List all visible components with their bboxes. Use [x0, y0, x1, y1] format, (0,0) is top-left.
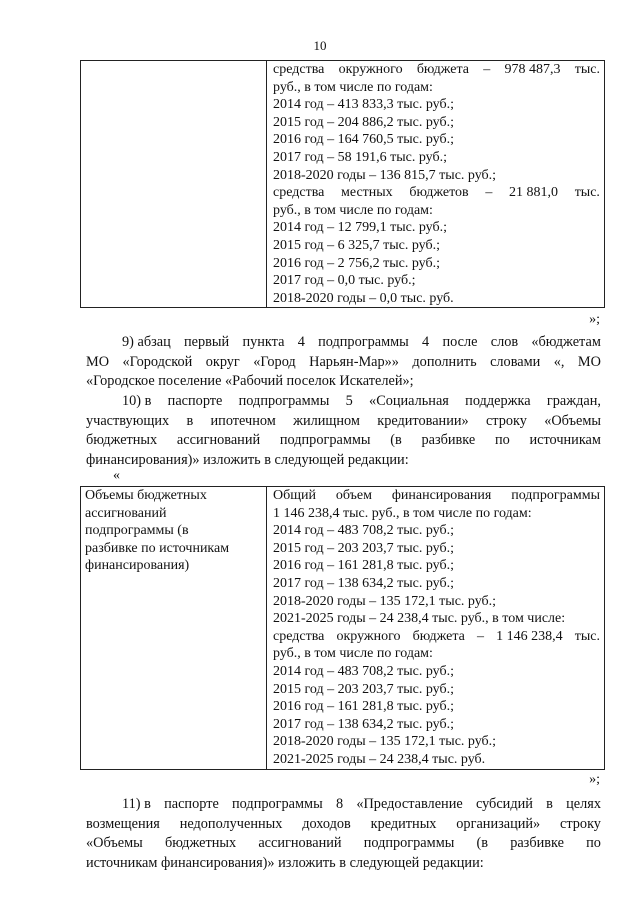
text-line [86, 392, 601, 412]
word: МО [86, 353, 110, 370]
word: 8 [335, 796, 344, 812]
word: округ [205, 353, 240, 370]
word: организаций» [456, 815, 541, 832]
text-line [86, 834, 601, 854]
text-line [86, 431, 601, 451]
word: 1 146 238,4 [496, 628, 563, 644]
word: средства [273, 185, 325, 201]
paragraph-9-lines [86, 333, 601, 392]
text-line: 2016 год – 161 281,8 тыс. руб.; [273, 558, 454, 574]
word: субсидий [475, 796, 533, 812]
word: дополнить [412, 353, 477, 370]
word: бюджетных [164, 835, 237, 851]
text-line: 2015 год – 204 886,2 тыс. руб.; [273, 114, 454, 130]
word: – [483, 62, 491, 77]
text-line: финансирования)» изложить в следующей редакции: [86, 451, 409, 468]
word: ипотечном [210, 412, 276, 429]
text-line: ассигнований [85, 505, 167, 521]
table2-right-cell [267, 487, 605, 770]
text-line: 2018-2020 годы – 135 172,1 тыс. руб.; [273, 593, 497, 609]
text-line: руб., в том числе по годам: [273, 646, 433, 662]
table1-right-lines [273, 61, 600, 307]
word: подпрограммы [238, 393, 330, 409]
word: пункта [242, 334, 285, 350]
word: тыс. [574, 62, 600, 77]
word: 4 [297, 334, 305, 350]
text-line [86, 333, 601, 353]
text-line [273, 61, 600, 79]
budget-table-continued [80, 60, 605, 308]
word: 11) в [122, 796, 151, 812]
word: «Городской [122, 353, 193, 370]
closing-quote-2: »; [589, 772, 600, 787]
paragraph-10 [86, 392, 601, 470]
word: строку [485, 412, 527, 429]
text-line: 2018-2020 годы – 0,0 тыс. руб. [273, 290, 454, 306]
word: «Предоставление [356, 796, 463, 812]
text-line: 2015 год – 203 203,7 тыс. руб.; [273, 540, 454, 556]
word: средства [273, 628, 325, 644]
text-line: 2016 год – 2 756,2 тыс. руб.; [273, 255, 440, 271]
word: (в [476, 835, 489, 851]
word: по [494, 432, 510, 448]
word: целях [566, 796, 601, 812]
word: поддержка [465, 393, 531, 409]
text-line [86, 815, 601, 835]
word: «, [553, 353, 565, 370]
word: бюджетных [86, 432, 158, 448]
budget-table-subprogram-5 [80, 486, 605, 770]
text-line [273, 184, 600, 202]
text-line: руб., в том числе по годам: [273, 202, 433, 218]
word: по [586, 835, 601, 851]
word: окружного [336, 628, 401, 644]
text-line: 2014 год – 413 833,3 тыс. руб.; [273, 97, 454, 113]
text-line: 2017 год – 58 191,6 тыс. руб.; [273, 149, 447, 165]
word: объем [335, 488, 372, 503]
closing-quote-1: »; [589, 312, 600, 327]
word: первый [184, 334, 230, 350]
text-line: 2014 год – 12 799,1 тыс. руб.; [273, 220, 447, 236]
text-line: Объемы бюджетных [85, 488, 207, 503]
table2-right-lines [273, 487, 600, 769]
text-line [86, 353, 601, 373]
word: в [186, 412, 194, 429]
word: 10) в [122, 393, 152, 409]
text-line: 2018-2020 годы – 135 172,1 тыс. руб.; [273, 734, 497, 750]
word: в [546, 796, 553, 812]
word: 21 881,0 [509, 185, 558, 201]
word: ассигнований [258, 835, 342, 851]
opening-quote: « [113, 468, 120, 483]
word: тыс. [574, 185, 600, 201]
word: МО [577, 353, 601, 370]
word: (в [390, 432, 402, 448]
word: ассигнований [176, 432, 261, 448]
word: – [485, 185, 493, 201]
word: 9) абзац [122, 334, 171, 350]
paragraph-11-lines [86, 795, 601, 873]
word: разбивке [421, 432, 476, 448]
word: источникам [529, 432, 601, 448]
word: паспорте [164, 796, 219, 812]
word: доходов [302, 815, 351, 832]
word: участвующих [86, 412, 170, 429]
text-line: 2016 год – 164 760,5 тыс. руб.; [273, 132, 454, 148]
text-line: 2014 год – 483 708,2 тыс. руб.; [273, 663, 454, 679]
word: «Социальная [369, 393, 449, 409]
word: Нарьян-Мар»» [309, 353, 399, 370]
word: кредитных [370, 815, 437, 832]
table1-right-cell [267, 61, 605, 308]
word: жилищном [293, 412, 360, 429]
word: паспорте [167, 393, 223, 409]
word: 4 [422, 334, 430, 350]
word: – [476, 628, 484, 644]
text-line: 1 146 238,4 тыс. руб., в том числе по годам: [273, 505, 532, 521]
table2-left-lines [81, 487, 266, 575]
text-line: подпрограммы (в [85, 523, 189, 539]
text-line: финансирования) [85, 558, 190, 574]
table1-left-cell [81, 61, 267, 308]
text-line: «Городское поселение «Рабочий поселок Искателей»; [86, 373, 414, 389]
word: средства [273, 62, 325, 77]
word: подпрограммы [279, 432, 371, 448]
word: «Город [253, 353, 296, 370]
text-line [86, 412, 601, 432]
text-line: руб., в том числе по годам: [273, 79, 433, 95]
word: бюджета [416, 62, 470, 77]
paragraph-11 [86, 795, 601, 873]
word: Общий [273, 488, 316, 503]
word: бюджета [412, 628, 465, 644]
text-line: 2016 год – 161 281,8 тыс. руб.; [273, 699, 454, 715]
word: подпрограммы [232, 796, 323, 812]
text-line: 2015 год – 6 325,7 тыс. руб.; [273, 237, 440, 253]
word: бюджетов [409, 185, 469, 201]
word: слов [490, 334, 519, 350]
word: словами [490, 353, 541, 370]
word: строку [560, 815, 601, 832]
text-line: 2021-2025 годы – 24 238,4 тыс. руб. [273, 751, 486, 767]
word: кредитовании» [377, 412, 469, 429]
word: 5 [345, 393, 353, 409]
word: недополученных [179, 815, 283, 832]
word: разбивке [510, 835, 564, 851]
word: подпрограммы [318, 334, 409, 350]
word: возмещения [86, 815, 160, 832]
word: подпрограммы [363, 835, 455, 851]
text-line: 2018-2020 годы – 136 815,7 тыс. руб.; [273, 167, 497, 183]
text-line: 2017 год – 138 634,2 тыс. руб.; [273, 575, 454, 591]
word: окружного [338, 62, 403, 77]
text-line: источникам финансирования)» изложить в следующей редакции: [86, 854, 484, 871]
word: «Объемы [86, 835, 143, 851]
word: после [442, 334, 478, 350]
page-number: 10 [313, 38, 327, 53]
word: «Объемы [544, 412, 601, 429]
table2-left-cell [81, 487, 267, 770]
text-line: 2017 год – 0,0 тыс. руб.; [273, 273, 416, 289]
paragraph-9 [86, 333, 601, 392]
word: финансирования [391, 488, 492, 503]
word: «бюджетам [531, 334, 601, 350]
text-line: 2015 год – 203 203,7 тыс. руб.; [273, 681, 454, 697]
text-line [273, 487, 600, 505]
word: местных [341, 185, 393, 201]
text-line [86, 795, 601, 815]
word: граждан, [546, 393, 601, 409]
text-line: 2021-2025 годы – 24 238,4 тыс. руб., в том числе: [273, 611, 566, 627]
word: тыс. [574, 628, 600, 644]
paragraph-10-lines [86, 392, 601, 470]
text-line: разбивке по источникам [85, 540, 230, 556]
text-line [273, 628, 600, 646]
word: 978 487,3 [504, 62, 561, 77]
word: подпрограммы [511, 488, 600, 503]
text-line: 2014 год – 483 708,2 тыс. руб.; [273, 523, 454, 539]
text-line: 2017 год – 138 634,2 тыс. руб.; [273, 716, 454, 732]
